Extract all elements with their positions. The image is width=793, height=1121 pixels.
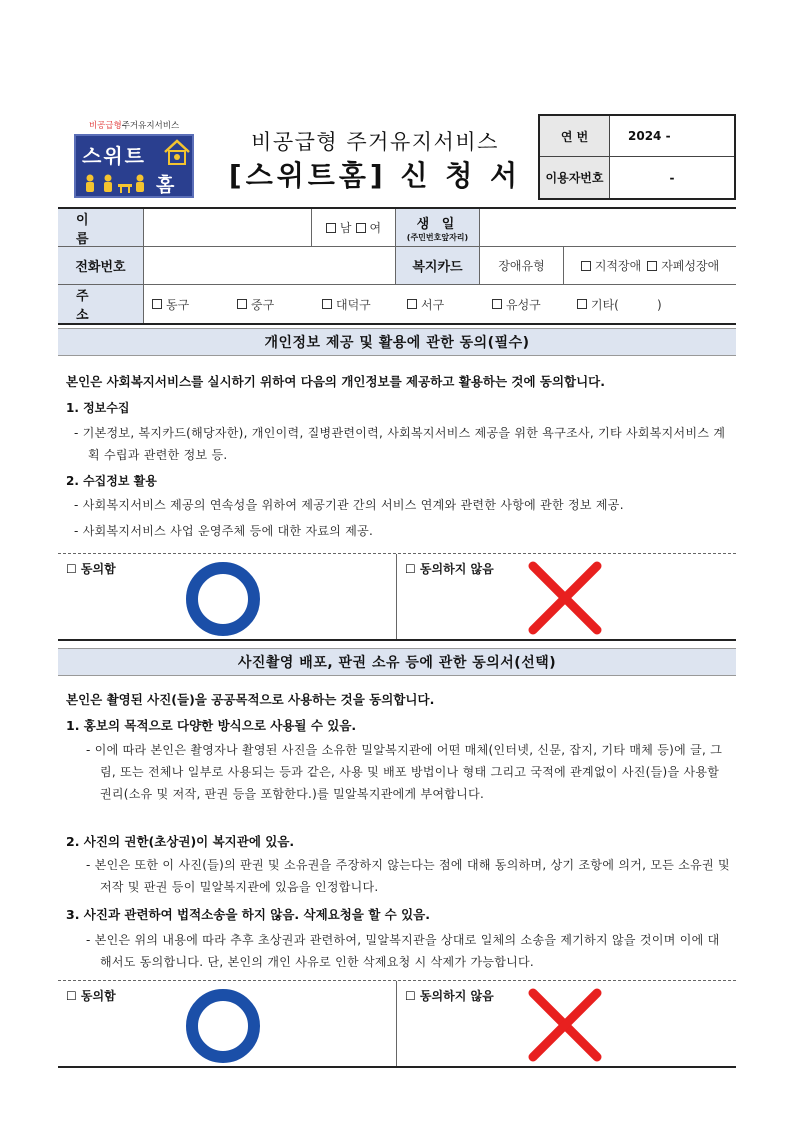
serial-field[interactable]: 2024 - — [628, 129, 671, 143]
privacy-disagree-option[interactable]: ☐ 동의하지 않음 — [405, 562, 494, 576]
id-box — [538, 114, 736, 200]
phone-row — [58, 247, 736, 285]
privacy-lead: 본인은 사회복지서비스를 실시하기 위하여 다음의 개인정보를 제공하고 활용하는 것에 동의합니다. — [66, 374, 605, 389]
circle-mark-icon — [186, 989, 260, 1063]
cross-mark-icon — [527, 987, 603, 1063]
photo-agree-option[interactable]: ☐ 동의함 — [66, 989, 116, 1003]
gender-male-option[interactable]: 남 — [326, 219, 352, 236]
photo-paragraph-1: - 이에 따라 본인은 촬영자나 촬영된 사진을 소유한 밀알복지관에 어떤 매체(인터넷, 신문, 잡지, 기타 매체 등)에 글, 그림, 또는 전체나 일부로 사용되는 등과 같은, 사용 및 배포 방법이나 형태 그리고 국적에 관계없이 사진(들)을 사용할 권리(소유 및 저작, 판권 등을 포함한다.)를 밀알복지관에게 부여합니다. — [86, 743, 723, 801]
checkbox-icon[interactable] — [237, 299, 247, 309]
form-subtitle: 비공급형 주거유지서비스 — [251, 130, 499, 154]
address-label: 주 소 — [58, 285, 144, 323]
district-option[interactable]: 중구 — [237, 296, 322, 313]
gender-options — [312, 209, 396, 246]
people-icon — [80, 170, 150, 196]
photo-paragraph-3: - 본인은 위의 내용에 따라 추후 초상권과 관련하여, 밀알복지관을 상대로 일체의 소송을 제기하지 않을 것이며 이에 대해서도 동의합니다. 단, 본인의 개인 사유로 인한 삭제요청 시 삭제가 가능합니다. — [86, 933, 720, 969]
gender-female-option[interactable]: 여 — [356, 219, 382, 236]
logo — [72, 118, 195, 198]
name-field[interactable] — [144, 209, 312, 246]
serial-label: 연 번 — [540, 116, 610, 156]
photo-heading-3: 3. 사진과 관련하여 법적소송을 하지 않음. 삭제요청을 할 수 있음. — [66, 907, 430, 922]
checkbox-icon[interactable] — [407, 299, 417, 309]
name-label: 이 름 — [58, 209, 144, 246]
privacy-paragraph-1: - 기본정보, 복지카드(해당자한), 개인이력, 질병관련이력, 사회복지서비스 제공을 위한 욕구조사, 기타 사회복지서비스 계획 수립과 관련한 정보 등. — [74, 426, 726, 462]
user-no-row — [540, 157, 734, 198]
photo-agree-cell[interactable] — [58, 981, 397, 1066]
privacy-paragraph-3: - 사회복지서비스 사업 운영주체 등에 대한 자료의 제공. — [74, 524, 374, 538]
district-options — [144, 285, 736, 323]
privacy-agree-option[interactable]: ☐ 동의함 — [66, 562, 116, 576]
form-title: [스위트홈] 신 청 서 — [228, 159, 522, 192]
checkbox-icon[interactable] — [322, 299, 332, 309]
district-option[interactable]: 동구 — [152, 296, 237, 313]
name-row — [58, 209, 736, 247]
district-option[interactable]: 서구 — [407, 296, 492, 313]
birth-field[interactable] — [480, 209, 736, 246]
logo-badge — [74, 134, 194, 198]
phone-label: 전화번호 — [58, 247, 144, 284]
disability-autism-option[interactable]: 자폐성장애 — [647, 257, 719, 274]
privacy-paragraph-2: - 사회복지서비스 제공의 연속성을 위하여 제공기관 간의 서비스 연계와 관련한 사항에 관한 정보 제공. — [74, 498, 624, 512]
photo-paragraph-2: - 본인은 또한 이 사진(들)의 판권 및 소유권을 주장하지 않는다는 점에 대해 동의하며, 상기 조항에 의거, 모든 소유권 및 저작 및 판권 등이 밀알복지관에 있음을 인정합니다. — [86, 858, 730, 894]
user-no-label: 이용자번호 — [540, 157, 610, 198]
cross-mark-icon — [527, 560, 603, 636]
checkbox-icon[interactable] — [492, 299, 502, 309]
circle-mark-icon — [186, 562, 260, 636]
birth-label: 생 일 (주민번호앞자리) — [396, 209, 480, 246]
privacy-consent-box — [58, 553, 736, 641]
checkbox-icon[interactable] — [152, 299, 162, 309]
photo-disagree-cell[interactable] — [397, 981, 736, 1066]
logo-word-sweet: 스위트 — [82, 144, 146, 168]
disability-type-options — [564, 247, 736, 284]
privacy-agree-cell[interactable] — [58, 554, 397, 639]
logo-caption: 비공급형주거유지서비스 — [88, 121, 180, 131]
checkbox-icon[interactable] — [356, 223, 366, 233]
applicant-info-table — [58, 207, 736, 325]
house-icon — [162, 138, 192, 166]
privacy-heading-2: 2. 수집정보 활용 — [66, 474, 157, 488]
checkbox-icon[interactable] — [326, 223, 336, 233]
privacy-disagree-cell[interactable] — [397, 554, 736, 639]
privacy-heading-1: 1. 정보수집 — [66, 401, 130, 415]
logo-word-home: 홈 — [156, 174, 175, 196]
photo-lead: 본인은 촬영된 사진(들)을 공공목적으로 사용하는 것을 동의합니다. — [66, 692, 435, 707]
district-option[interactable]: 유성구 — [492, 296, 577, 313]
district-option[interactable]: 대덕구 — [322, 296, 407, 313]
section-privacy-consent-header: 개인정보 제공 및 활용에 관한 동의(필수) — [58, 328, 736, 356]
checkbox-icon[interactable] — [577, 299, 587, 309]
section-photo-consent-header: 사진촬영 배포, 판권 소유 등에 관한 동의서(선택) — [58, 648, 736, 676]
welfare-card-label: 복지카드 — [396, 247, 480, 284]
photo-consent-box — [58, 980, 736, 1068]
checkbox-icon[interactable] — [581, 261, 591, 271]
photo-heading-2: 2. 사진의 권한(초상권)이 복지관에 있음. — [66, 834, 295, 849]
serial-row — [540, 116, 734, 157]
photo-disagree-option[interactable]: ☐ 동의하지 않음 — [405, 989, 494, 1003]
phone-field[interactable] — [144, 247, 396, 284]
checkbox-icon[interactable] — [647, 261, 657, 271]
photo-heading-1: 1. 홍보의 목적으로 다양한 방식으로 사용될 수 있음. — [66, 718, 357, 733]
disability-type-label: 장애유형 — [480, 247, 564, 284]
address-row — [58, 285, 736, 323]
user-no-field[interactable]: - — [669, 170, 675, 185]
disability-intellectual-option[interactable]: 지적장애 — [581, 257, 641, 274]
district-option-other[interactable]: 기타( ) — [577, 296, 717, 313]
